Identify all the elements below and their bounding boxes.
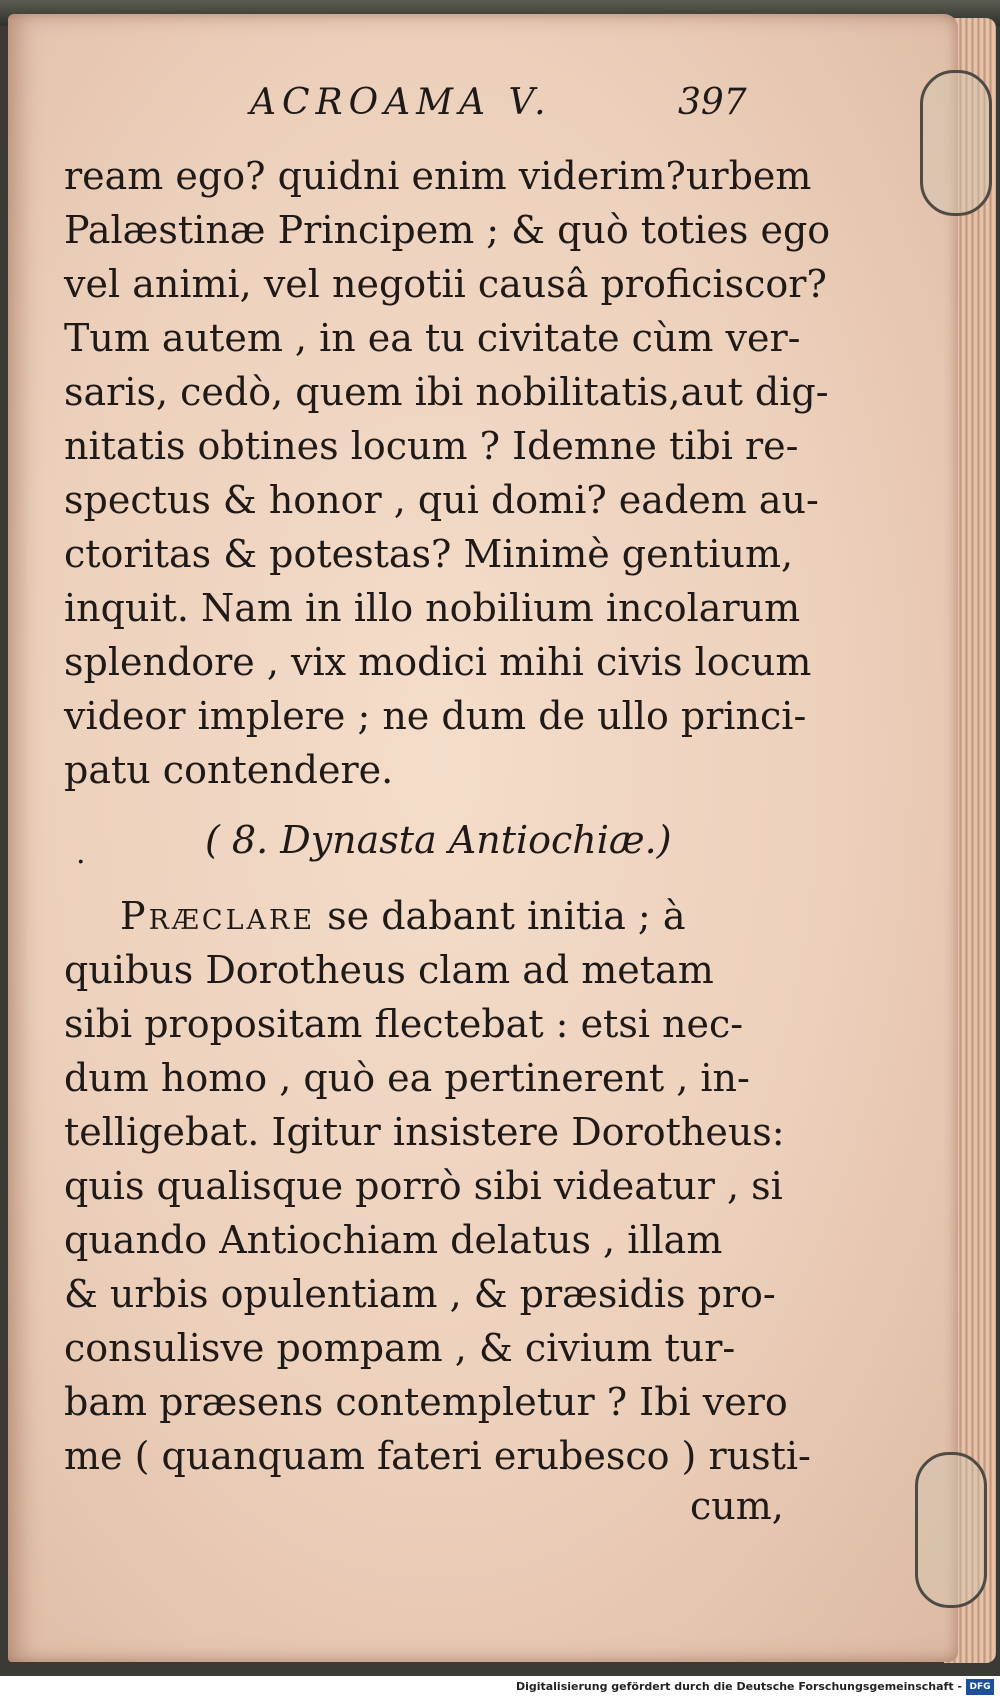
text-line: Tum autem , in ea tu civitate cùm ver- <box>64 316 801 360</box>
text-line: patu contendere. <box>64 748 394 792</box>
text-line: dum homo , quò ea pertinerent , in- <box>64 1056 750 1100</box>
text-line: splendore , vix modici mihi civis locum <box>64 640 812 684</box>
text-line: spectus & honor , qui domi? eadem au- <box>64 478 819 522</box>
text-line: Palæstinæ Principem ; & quò toties ego <box>64 208 831 252</box>
text-line: nitatis obtines locum ? Idemne tibi re- <box>64 424 799 468</box>
text-line: saris, cedò, quem ibi nobilitatis,aut dig- <box>64 370 829 414</box>
stray-mark: . <box>76 836 86 871</box>
dfg-logo: DFG <box>966 1679 994 1695</box>
clasp-top <box>920 70 992 216</box>
text-line: sibi propositam flectebat : etsi nec- <box>64 1002 744 1046</box>
text-line: quibus Dorotheus clam ad metam <box>64 948 714 992</box>
catchword: cum, <box>690 1484 784 1528</box>
lead-word: Præclare <box>120 894 316 938</box>
text-line: vel animi, vel negotii causâ proficiscor? <box>64 262 827 306</box>
text-line: quando Antiochiam delatus , illam <box>64 1218 723 1262</box>
text-line: bam præsens contempletur ? Ibi vero <box>64 1380 788 1424</box>
text-line: quis qualisque porrò sibi videatur , si <box>64 1164 783 1208</box>
page-number: 397 <box>678 82 747 123</box>
text-line: telligebat. Igitur insistere Dorotheus: <box>64 1110 785 1154</box>
text-line: videor implere ; ne dum de ullo princi- <box>64 694 807 738</box>
clasp-bottom <box>915 1452 987 1608</box>
funding-credit: Digitalisierung gefördert durch die Deutsche Forschungsgemeinschaft - <box>515 1680 962 1693</box>
section-heading: ( 8. Dynasta Antiochiæ.) <box>205 818 672 862</box>
page-header <box>250 82 750 132</box>
text-line: & urbis opulentiam , & præsidis pro- <box>64 1272 776 1316</box>
text-line: me ( quanquam fateri erubesco ) rusti- <box>64 1434 811 1478</box>
text-line: inquit. Nam in illo nobilium incolarum <box>64 586 801 630</box>
first-line-rest: se dabant initia ; à <box>315 894 686 938</box>
text-line: ctoritas & potestas? Minimè gentium, <box>64 532 794 576</box>
text-line: ream ego? quidni enim viderim?urbem <box>64 154 812 198</box>
paragraph-first-line <box>120 892 685 940</box>
digitization-footer <box>0 1676 1000 1700</box>
running-title: ACROAMA V. <box>250 82 552 123</box>
text-line: consulisve pompam , & civium tur- <box>64 1326 736 1370</box>
